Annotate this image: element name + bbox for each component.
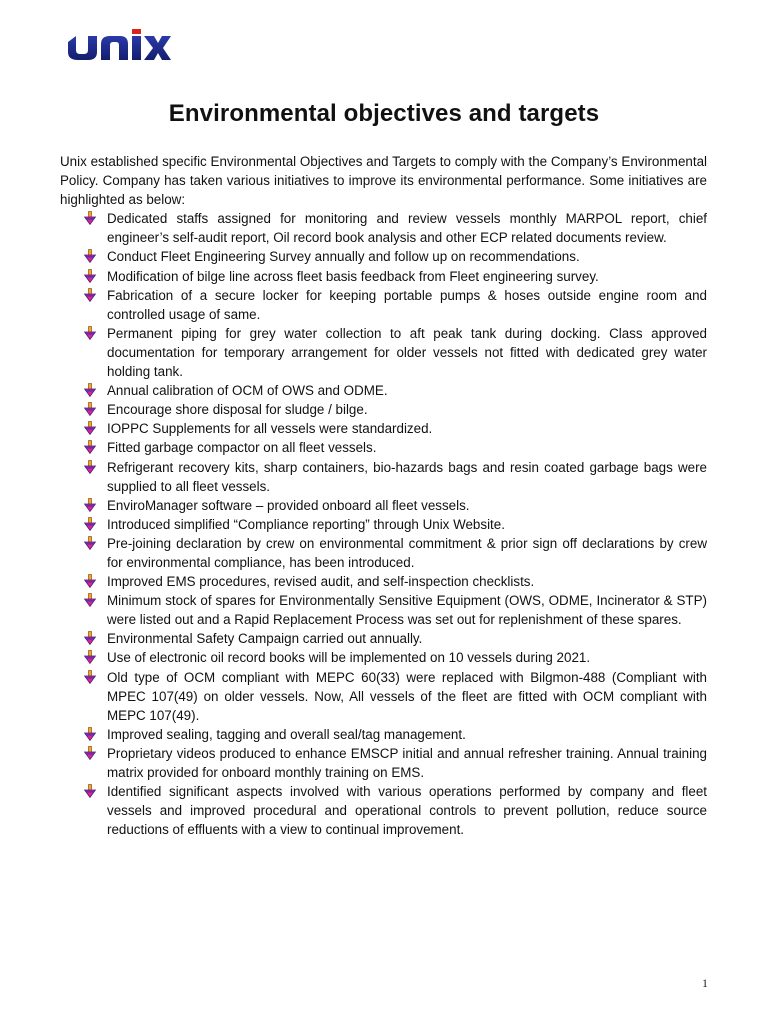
list-item	[60, 534, 707, 572]
list-item-text: Dedicated staffs assigned for monitoring and review vessels monthly MARPOL report, chief engineer’s self-audit report, Oil record book analysis and other ECP related documents review.	[107, 211, 707, 246]
list-item-text: Permanent piping for grey water collection to aft peak tank during docking. Class approved documentation for temporary arrangement for older vessels not fitted with dedicated grey water holding tank.	[107, 325, 707, 380]
arrow-bullet-icon	[84, 326, 96, 340]
list-item-text: EnviroManager software – provided onboard all fleet vessels.	[107, 497, 470, 513]
list-item	[60, 419, 707, 438]
arrow-bullet-icon	[84, 631, 96, 645]
list-item-text: Environmental Safety Campaign carried out annually.	[107, 631, 423, 647]
arrow-bullet-icon	[84, 746, 96, 760]
arrow-bullet-icon	[84, 421, 96, 435]
list-item-text: Improved sealing, tagging and overall seal/tag management.	[107, 726, 466, 742]
arrow-bullet-icon	[84, 269, 96, 283]
arrow-bullet-icon	[84, 288, 96, 302]
arrow-bullet-icon	[84, 784, 96, 798]
list-item-text: Conduct Fleet Engineering Survey annually and follow up on recommendations.	[107, 249, 580, 265]
list-item	[60, 744, 707, 782]
arrow-bullet-icon	[84, 460, 96, 474]
arrow-bullet-icon	[84, 536, 96, 550]
list-item-text: Use of electronic oil record books will be implemented on 10 vessels during 2021.	[107, 650, 591, 666]
unix-logo	[66, 28, 172, 62]
list-item	[60, 782, 707, 839]
arrow-bullet-icon	[84, 727, 96, 741]
list-item-text: Modification of bilge line across fleet basis feedback from Fleet engineering survey.	[107, 268, 599, 284]
list-item-text: Pre-joining declaration by crew on environmental commitment & prior sign off declarations by crew for environmental compliance, has been introduced.	[107, 535, 707, 570]
arrow-bullet-icon	[84, 574, 96, 588]
list-item	[60, 381, 707, 400]
list-item	[60, 591, 707, 629]
list-item	[60, 629, 707, 648]
list-item-text: Improved EMS procedures, revised audit, and self-inspection checklists.	[107, 574, 535, 590]
list-item	[60, 725, 707, 744]
page-number: 1	[702, 976, 708, 990]
arrow-bullet-icon	[84, 498, 96, 512]
list-item-text: Encourage shore disposal for sludge / bilge.	[107, 402, 368, 418]
list-item	[60, 496, 707, 515]
list-item	[60, 572, 707, 591]
list-item-text: Fitted garbage compactor on all fleet vessels.	[107, 440, 377, 456]
list-item	[60, 648, 707, 667]
intro-paragraph: Unix established specific Environmental Objectives and Targets to comply with the Company’s Environmental Policy. Company has taken various initiatives to improve its environmental performance. Some initiatives are highlighted as below:	[60, 154, 707, 208]
arrow-bullet-icon	[84, 650, 96, 664]
list-item	[60, 458, 707, 496]
list-item-text: Minimum stock of spares for Environmentally Sensitive Equipment (OWS, ODME, Incinerator & STP) were listed out and a Rapid Replacement Process was set out for replenishment of these spares.	[107, 593, 707, 628]
list-item-text: Fabrication of a secure locker for keeping portable pumps & hoses outside engine room and controlled usage of same.	[107, 287, 707, 322]
arrow-bullet-icon	[84, 402, 96, 416]
arrow-bullet-icon	[84, 249, 96, 263]
page-title: Environmental objectives and targets	[168, 100, 600, 127]
list-item-text: Introduced simplified “Compliance reporting” through Unix Website.	[107, 516, 505, 532]
list-item-text: Proprietary videos produced to enhance EMSCP initial and annual refresher training. Annual training matrix provided for onboard monthly training on EMS.	[107, 745, 707, 780]
list-item-text: Annual calibration of OCM of OWS and ODME.	[107, 383, 388, 399]
list-item	[60, 267, 707, 286]
arrow-bullet-icon	[84, 517, 96, 531]
list-item	[60, 515, 707, 534]
list-item	[60, 438, 707, 457]
document-body	[60, 152, 707, 839]
list-item-text: Refrigerant recovery kits, sharp containers, bio-hazards bags and resin coated garbage bags were supplied to all fleet vessels.	[107, 459, 707, 494]
list-item-text: Identified significant aspects involved with various operations performed by company and fleet vessels and improved procedural and operational controls to prevent pollution, reduce source reductions of effluents with a view to continual improvement.	[107, 784, 707, 838]
list-item	[60, 209, 707, 247]
list-item	[60, 668, 707, 725]
list-item	[60, 286, 707, 324]
arrow-bullet-icon	[84, 593, 96, 607]
list-item-text: IOPPC Supplements for all vessels were standardized.	[107, 421, 433, 437]
arrow-bullet-icon	[84, 670, 96, 684]
arrow-bullet-icon	[84, 383, 96, 397]
arrow-bullet-icon	[84, 440, 96, 454]
list-item	[60, 324, 707, 381]
arrow-bullet-icon	[84, 211, 96, 225]
list-item-text: Old type of OCM compliant with MEPC 60(33) were replaced with Bilgmon-488 (Compliant with MPEC 107(49) on older vessels. Now, All vessels of the fleet are fitted with OCM compliant with MEPC 107(49).	[107, 669, 707, 723]
list-item	[60, 247, 707, 266]
initiatives-list	[60, 209, 707, 839]
list-item	[60, 400, 707, 419]
